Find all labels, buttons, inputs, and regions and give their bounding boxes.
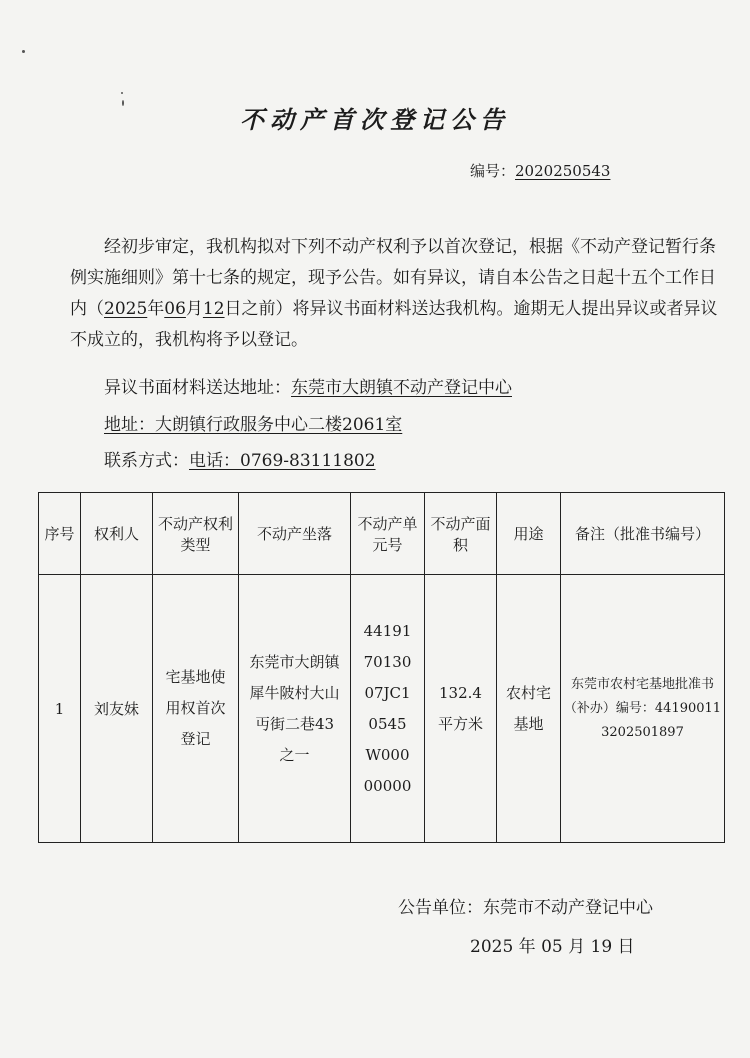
document-number-value: 2020250543 bbox=[515, 162, 611, 180]
cell-usage: 农村宅基地 bbox=[497, 575, 561, 843]
header-unit-no: 不动产单元号 bbox=[351, 493, 425, 575]
document-number bbox=[470, 160, 610, 181]
table-row bbox=[39, 575, 725, 843]
delivery-address-label: 异议书面材料送达地址： bbox=[104, 378, 291, 398]
header-remark: 备注（批准书编号） bbox=[561, 493, 725, 575]
contact-label: 联系方式： bbox=[104, 451, 189, 471]
office-address-line bbox=[104, 410, 402, 435]
body-text-2: 日之前）将异议书面材料送达我机构。逾期无人提出异议或者异议不成立的，我机构将予以登记。 bbox=[70, 299, 718, 350]
deadline-year: 2025 bbox=[104, 299, 148, 319]
delivery-address-line bbox=[104, 373, 512, 398]
registration-table bbox=[38, 492, 725, 843]
year-unit: 年 bbox=[147, 299, 165, 319]
table-header-row bbox=[39, 493, 725, 575]
contact-line bbox=[104, 446, 376, 471]
header-location: 不动产坐落 bbox=[239, 493, 351, 575]
office-address-label: 地址： bbox=[104, 415, 155, 435]
notice-title: 不动产首次登记公告 bbox=[240, 105, 510, 134]
header-right-type: 不动产权利类型 bbox=[153, 493, 239, 575]
month-unit: 月 bbox=[185, 299, 203, 319]
cell-remark: 东莞市农村宅基地批准书（补办）编号：441900113202501897 bbox=[561, 575, 725, 843]
cell-index: 1 bbox=[39, 575, 81, 843]
cell-right-type: 宅基地使用权首次登记 bbox=[153, 575, 239, 843]
scan-speck bbox=[22, 50, 25, 53]
office-address-value: 大朗镇行政服务中心二楼2061室 bbox=[155, 415, 403, 435]
header-usage: 用途 bbox=[497, 493, 561, 575]
cell-area: 132.4平方米 bbox=[425, 575, 497, 843]
cell-location: 东莞市大朗镇犀牛陂村大山丏街二巷43之一 bbox=[239, 575, 351, 843]
issuer-line: 公告单位：东莞市不动产登记中心 bbox=[398, 898, 653, 918]
header-area: 不动产面积 bbox=[425, 493, 497, 575]
header-holder: 权利人 bbox=[81, 493, 153, 575]
header-index: 序号 bbox=[39, 493, 81, 575]
deadline-month: 06 bbox=[164, 299, 186, 319]
deadline-day: 12 bbox=[202, 299, 225, 319]
contact-value: 电话：0769-83111802 bbox=[189, 451, 376, 471]
scan-speck bbox=[121, 92, 123, 94]
notice-body bbox=[70, 232, 720, 356]
document-number-label: 编号： bbox=[470, 162, 516, 180]
cell-unit-no: 441917013007JC10545W00000000 bbox=[351, 575, 425, 843]
delivery-address-value: 东莞市大朗镇不动产登记中心 bbox=[291, 378, 512, 398]
issue-date: 2025 年 05 月 19 日 bbox=[470, 937, 635, 957]
cell-holder: 刘友妹 bbox=[81, 575, 153, 843]
body-text-1: 经初步审定，我机构拟对下列不动产权利予以首次登记，根据《不动产登记暂行条例实施细则》第十七条的规定，现予公告。如有异议，请自本公告之日起十五个工作日内（ bbox=[70, 237, 716, 319]
